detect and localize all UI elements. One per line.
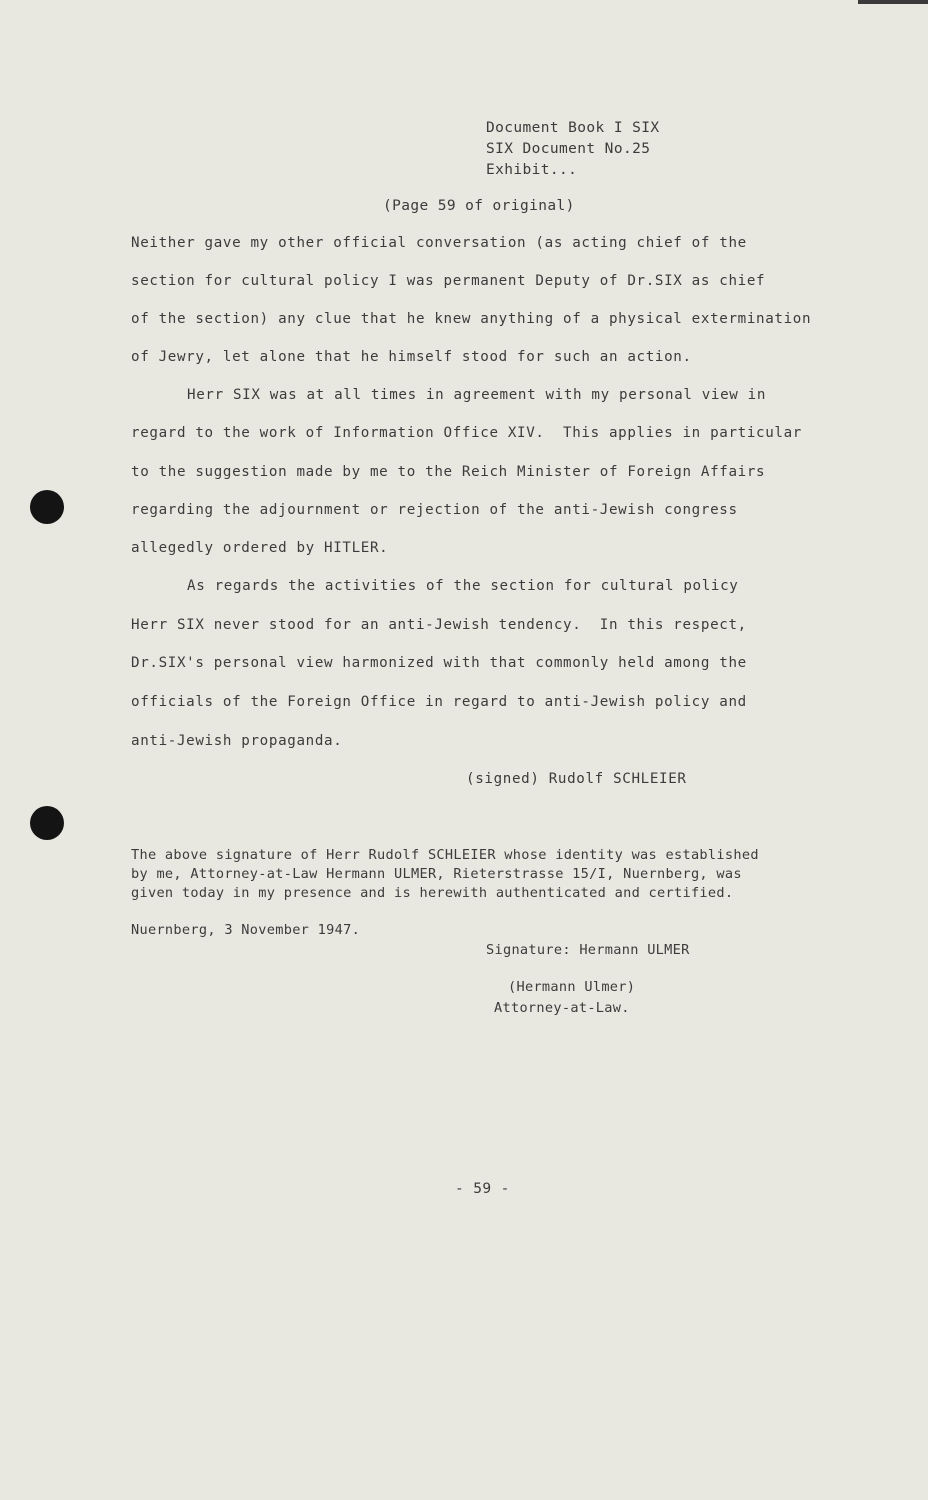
text-line: anti-Jewish propaganda. [131, 733, 343, 749]
text-line: section for cultural policy I was permanent Deputy of Dr.SIX as chief [131, 273, 766, 289]
signed-line: (signed) Rudolf SCHLEIER [466, 771, 687, 787]
text-line: regarding the adjournment or rejection of the anti-Jewish congress [131, 502, 738, 518]
header-document-number: SIX Document No.25 [486, 141, 651, 157]
original-page-reference: (Page 59 of original) [383, 198, 575, 214]
text-line: Herr SIX never stood for an anti-Jewish tendency. In this respect, [131, 617, 747, 633]
text-line: As regards the activities of the section for cultural policy [187, 578, 739, 594]
text-line: Herr SIX was at all times in agreement with my personal view in [187, 387, 767, 403]
text-line: Neither gave my other official conversation (as acting chief of the [131, 235, 747, 251]
punch-hole [30, 490, 64, 524]
text-line: allegedly ordered by HITLER. [131, 540, 389, 556]
text-line: The above signature of Herr Rudolf SCHLEIER whose identity was established [131, 847, 759, 863]
attorney-title: Attorney-at-Law. [494, 1000, 630, 1016]
text-line: to the suggestion made by me to the Reich Minister of Foreign Affairs [131, 464, 766, 480]
text-line: by me, Attorney-at-Law Hermann ULMER, Rieterstrasse 15/I, Nuernberg, was [131, 866, 742, 882]
signature-line: Signature: Hermann ULMER [486, 942, 690, 958]
header-book-line: Document Book I SIX [486, 120, 660, 136]
punch-hole [30, 806, 64, 840]
page-number: - 59 - [455, 1181, 510, 1197]
place-date: Nuernberg, 3 November 1947. [131, 922, 361, 938]
text-line: of the section) any clue that he knew anything of a physical extermination [131, 311, 812, 327]
header-exhibit: Exhibit... [486, 162, 578, 178]
text-line: of Jewry, let alone that he himself stood for such an action. [131, 349, 692, 365]
text-line: Dr.SIX's personal view harmonized with that commonly held among the [131, 655, 747, 671]
text-line: regard to the work of Information Office XIV. This applies in particular [131, 425, 802, 441]
attorney-name: (Hermann Ulmer) [508, 979, 636, 995]
page-corner-mark [858, 0, 928, 4]
text-line: given today in my presence and is herewith authenticated and certified. [131, 885, 734, 901]
text-line: officials of the Foreign Office in regard to anti-Jewish policy and [131, 694, 747, 710]
